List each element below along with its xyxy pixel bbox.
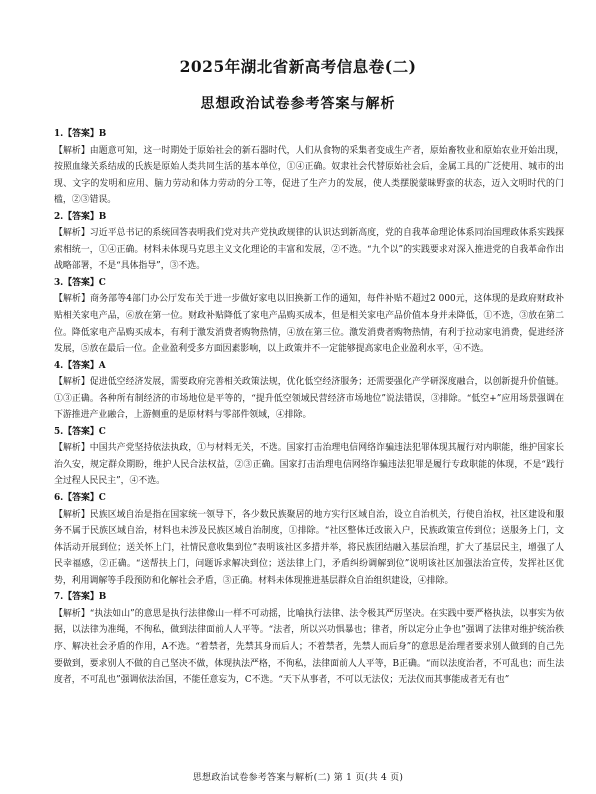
- question-1: [54, 126, 564, 209]
- answer-head: 2.【答案】B: [54, 211, 107, 222]
- question-5: [54, 424, 564, 490]
- answer-explanation: 【解析】商务部等4部门办公厅发布关于进一步做好家电以旧换新工作的通知，每件补贴不超过2 000元，这体现的是政府财政补贴相关家电产品，⑥放在第一位。财政补贴降低了家电产品购买成本，但是相关家电产品价值本身并未降低，①不选，③放在第二位。降低家电产品购买成本，有利于激发消费者购物热情，④放在第三位。激发消费者购物热情，有利于拉动家电消费，促进经济发展，⑤放在最后一位。企业盈利受多方面因素影响，以上政策并不一定能够提高家电企业盈利水平，④不选。: [54, 294, 564, 355]
- answer-explanation: 【解析】中国共产党坚持依法执政，①与材料无关，不选。国家打击治理电信网络诈骗违法犯罪体现其履行对内职能，维护国家长治久安，规定群众期盼，维护人民合法权益，②③正确。国家打击治理电信网络诈骗违法犯罪是履行专政职能的体现，不是“践行全过程人民民主”，④不选。: [54, 443, 564, 487]
- answer-head: 7.【答案】B: [54, 592, 107, 603]
- question-2: [54, 209, 564, 275]
- answer-list: [54, 126, 564, 689]
- question-4: [54, 358, 564, 424]
- document-subtitle: 思想政治试卷参考答案与解析: [200, 96, 396, 112]
- answer-head: 3.【答案】C: [54, 277, 106, 288]
- answer-explanation: 【解析】习近平总书记的系统回答表明我们党对共产党执政规律的认识达到新高度，党的自我革命理论体系同治国理政体系实践探索相统一，①④正确。材料未体现马克思主义文化理论的丰富和发展，②不选。“九个以”的实践要求对深入推进党的自我革命作出战略部署，不是“具体指导”，③不选。: [54, 228, 564, 272]
- answer-explanation: 【解析】由题意可知，这一时期处于原始社会的新石器时代，人们从食物的采集者变成生产者，原始畜牧业和原始农业开始出现，按照血缘关系结成的氏族是原始人类共同生活的基本单位，①④正确。奴隶社会代替原始社会后，金属工具的广泛使用、城市的出现、文字的发明和应用、脑力劳动和体力劳动的分工等，促进了生产力的发展，使人类摆脱蒙昧野蛮的状态，迈入文明时代的门槛，②③错误。: [54, 145, 564, 206]
- document-title: 2025年湖北省新高考信息卷(二): [179, 57, 417, 76]
- answer-head: 1.【答案】B: [54, 129, 107, 139]
- answer-explanation: 【解析】促进低空经济发展，需要政府完善相关政策法规，优化低空经济服务；还需要强化产学研深度融合，以创新提升价值链。①③正确。各种所有制经济的市场地位是平等的，“提升低空领域民营经济市场地位”说法错误，③排除。“低空+”应用场景强调在下游推进产业融合，上游侧重的是原材料与零部件领域，④排除。: [54, 377, 564, 421]
- answer-explanation: 【解析】“执法如山”的意思是执行法律像山一样不可动摇，比喻执行法律、法令极其严厉坚决。在实践中要严格执法，以事实为依据，以法律为准绳，不徇私，做到法律面前人人平等。“法者，所以兴功惧暴也；律者，所以定分止争也”强调了法律对维护统治秩序、解决社会矛盾的作用，A不选。“着禁者，先禁其身而后人；不着禁者，先禁人而后身”的意思是治理者要求别人做到的自己先要做到，要求别人不做的自己坚决不做，体现执法严格，不徇私，法律面前人人平等，B正确。“而以法度治者，不可乱也；而生法度者，不可乱也”强调依法治国，不能任意妄为，C不选。“天下从事者，不可以无法仪；无法仪而其事能成者无有也”: [54, 608, 564, 686]
- answer-head: 4.【答案】A: [54, 360, 106, 371]
- page-footer: 思想政治试卷参考答案与解析(二) 第 1 页(共 4 页): [192, 773, 404, 783]
- answer-head: 6.【答案】C: [54, 493, 106, 504]
- answer-explanation: 【解析】民族区域自治是指在国家统一领导下，各少数民族聚居的地方实行区域自治，设立自治机关，行使自治权，社区建设和服务不属于民族区域自治，材料也未涉及民族区域自治制度，①排除。“社区整体迁改嵌入户，民族政策宣传到位；送服务上门，文体活动开展到位；送关怀上门，社情民意收集到位”表明该社区多措并举，将民族团结融入基层治理，扩大了基层民主，增强了人民幸福感，②正确。“送帮扶上门，问题诉求解决到位；送法律上门，矛盾纠纷调解到位”说明该社区加强法治宣传，发挥社区优势，利用调解等手段预防和化解社会矛盾，③正确。材料未体现推进基层群众自治组织建设，④排除。: [54, 509, 564, 586]
- question-6: [54, 490, 564, 589]
- question-7: [54, 589, 564, 688]
- answer-head: 5.【答案】C: [54, 426, 106, 437]
- question-3: [54, 275, 564, 358]
